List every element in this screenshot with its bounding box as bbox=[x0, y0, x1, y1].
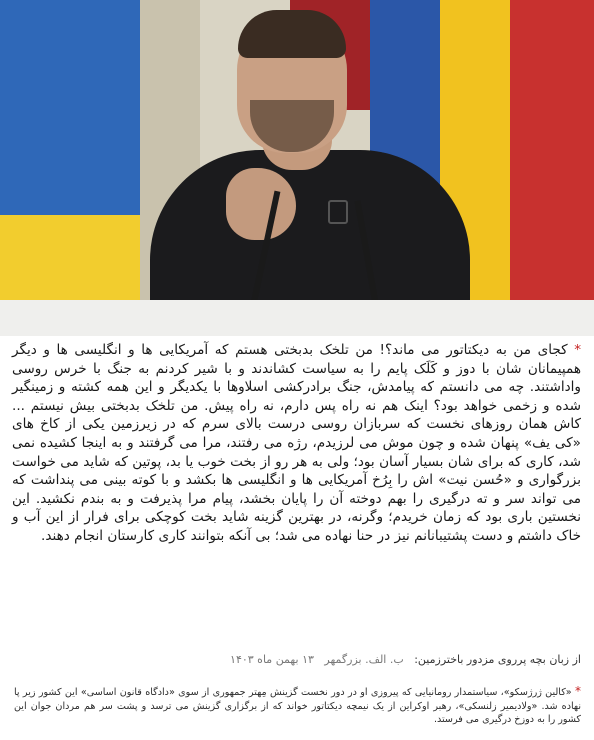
article-body bbox=[12, 341, 581, 546]
lead-marker: * bbox=[574, 342, 581, 358]
header-photo bbox=[0, 0, 594, 336]
footnote-marker: * bbox=[574, 684, 581, 698]
signature-author: ب. الف. بزرگمهر bbox=[324, 653, 404, 666]
trident-emblem-icon bbox=[328, 200, 348, 224]
article-signature bbox=[20, 653, 581, 666]
signature-date: ۱۳ بهمن ماه ۱۴۰۳ bbox=[230, 653, 314, 666]
flag-stripe-red-right bbox=[510, 0, 594, 336]
podium-top bbox=[0, 300, 594, 336]
article-body-text: کجای من به دیکتاتور می ماند؟! من تلخک بدبختی هستم که آمریکایی ها و انگلیسی ها و دیگر همپیمانان شان با دوز و کَلَک پایم را به سیاست کشاندند و با شیر کردنم به جنگ با خرس روسی واداشتند. چه می دانستم که پیامدش، جنگ برادرکشی اسلاوها با یکدیگر و این همه کشته و زمینگیر شده و زخمی خواهد بود؟ اینک هم نه راه پس دارم، نه راه پیش. من تلخک بدبختی بیش نیستم ... کاش همان روزهای نخست که سربازان روسی درست بالای سرم که در زیرزمین یکی از کاخ های «کی یف» پنهان شده و چون موش می لرزیدم، رژه می رفتند، مرا می گرفتند و به اینجا کشیده نمی شد، کاری که برای شان بسیار آسان بود؛ ولی به هر رو از بخت خوب یا بد، پوتین که شاید می خواست بزرگواری و «حُسن نیت» اش را بِرُخ آمریکایی ها و انگلیسی ها بکشد و با کوته بینی می پنداشت که می تواند سر و ته درگیری را بهم دوخته آن را پایان بخشد، پیام مرا پذیرفت و به بندم نکشید. این نخستین باری بود که زمان خریدم؛ وگرنه، در بهترین گزینه شاید بخت کوچکی برای فرار از این آب و خاک داشتم و دست پشتیبانانم نیز در حنا نهاده می شد؛ بی آنکه بتوانند کاری کارستان انجام دهند. bbox=[12, 342, 581, 544]
speaker-hair bbox=[238, 10, 346, 58]
footnote-text: «کالین ژرژسکو»، سیاستمدار رومانیایی که پیروزی او در دور نخست گزینش مِهتر جمهوری از سوی «دادگاه قانون اساسی» این کشور زیر پا نهاده شد. «ولادیمیر زلنسکی»، رهبر اوکراین از یک نیمچه دیکتاتور خواند که از برگزاری گزینش می ترسد و پشت سر هم مردان جوان این کشور را به دوزخ درگیری می فرستد. bbox=[14, 687, 581, 725]
article bbox=[0, 341, 594, 546]
speaker-hand-on-chest bbox=[226, 168, 296, 240]
signature-source: از زبان بچه پرروی مزدور باختر‌زمین: bbox=[414, 653, 581, 666]
footnote bbox=[14, 685, 581, 727]
